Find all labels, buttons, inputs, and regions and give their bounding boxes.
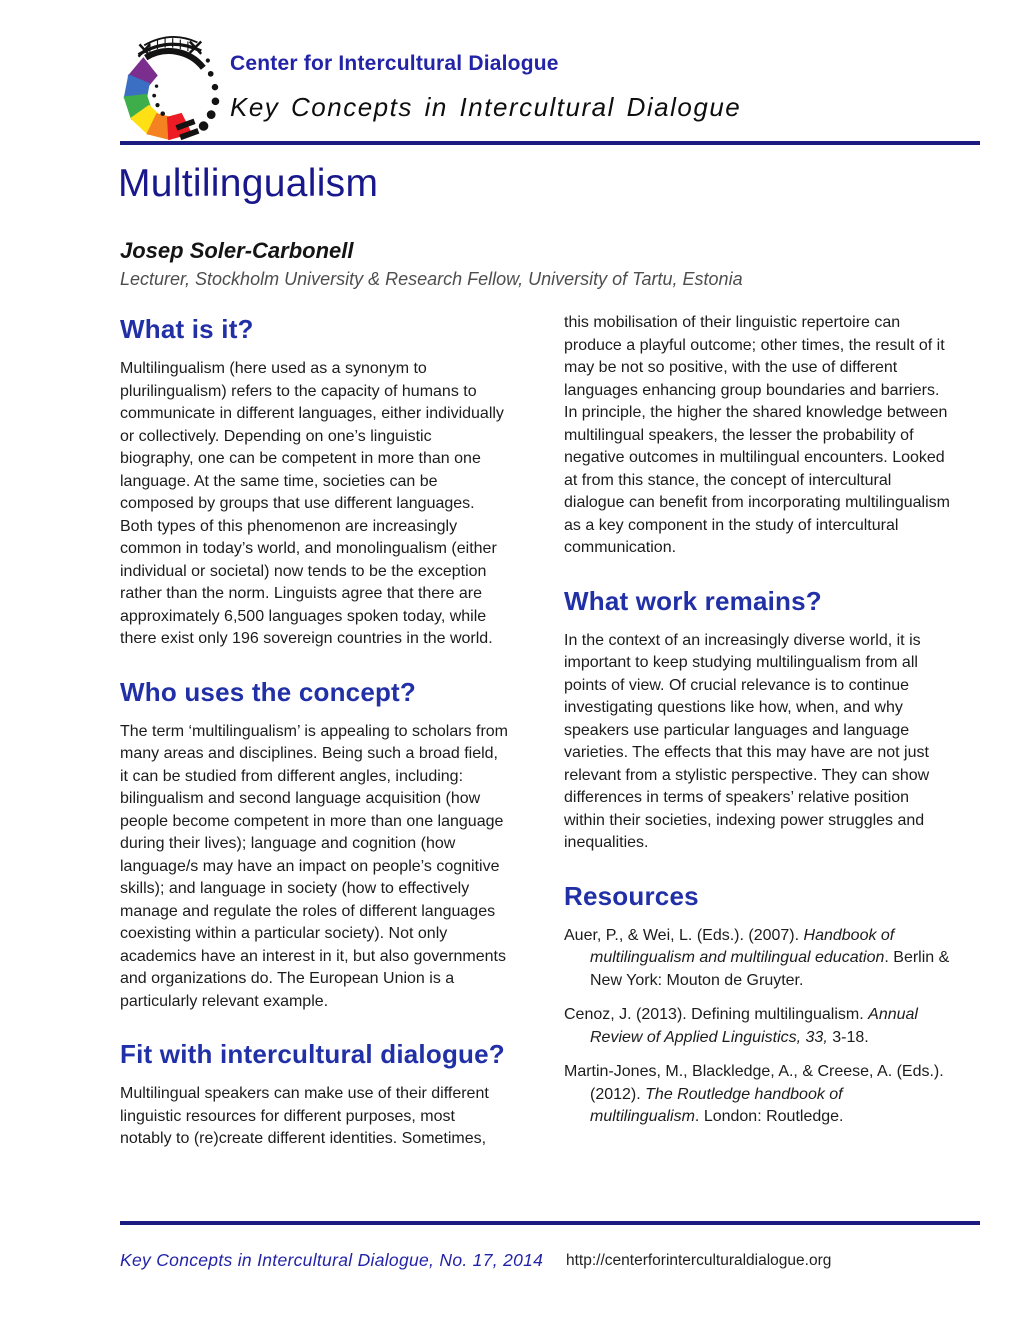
paragraph-who-uses: The term ‘multilingualism’ is appealing to scholars from many areas and disciplines. Being such a broad field, it can be studied from different angles, including: bilingualism and second language acquisition (how people become competent in more than one language during their lives); language and cognition (how language/s may have an impact on people’s cognitive skills); and language in society (how to effectively manage and regulate the roles of different languages coexisting within a particular society). Not only academics have an interest in it, but also governments and organizations do. The European Union is a particularly relevant example. [120, 722, 508, 1010]
series-title: Key Concepts in Intercultural Dialogue [230, 92, 742, 122]
paragraph-fit-continuation: this mobilisation of their linguistic repertoire can produce a playful outcome; other times, the result of it may be not so positive, with the use of different languages enhancing group boundaries and barriers. In principle, the higher the shared knowledge between multilingual speakers, the lesser the probability of negative outcomes in multilingual encounters. Looked at from this stance, the concept of intercultural dialogue can benefit from incorporating multilingualism as a key component in the study of intercultural communication. [564, 314, 950, 556]
section-heading-what-is-it: What is it? [120, 314, 254, 344]
section-heading-fit: Fit with intercultural dialogue? [120, 1039, 505, 1069]
footer-rule [120, 1221, 980, 1225]
author-affiliation: Lecturer, Stockholm University & Research Fellow, University of Tartu, Estonia [120, 269, 743, 289]
cid-logo [110, 32, 224, 146]
header-rule [120, 141, 980, 145]
paragraph-what-is-it: Multilingualism (here used as a synonym to plurilingualism) refers to the capacity of humans to communicate in different languages, either individually or collectively. Depending on one’s linguistic biography, one can be competent in more than one language. At the same time, societies can be composed by groups that use different languages. Both types of this phenomenon are increasingly common in today’s world, and monolingualism (either individual or societal) now tends to be the exception rather than the norm. Linguists agree that there are approximately 6,500 languages spoken today, while there exist only 196 sovereign countries in the world. [120, 360, 504, 647]
right-column [564, 312, 952, 1151]
section-heading-who-uses: Who uses the concept? [120, 676, 417, 707]
author-name: Josep Soler-Carbonell [120, 238, 354, 263]
reference-item: Martin-Jones, M., Blackledge, A., & Creese, A. (Eds.). (2012). The Routledge handbook of multilingualism. London: Routledge. [564, 1063, 944, 1125]
paragraph-fit-left: Multilingual speakers can make use of their different linguistic resources for different purposes, most notably to (re)create different identities. Sometimes, [120, 1085, 489, 1147]
footer-issue-line: Key Concepts in Intercultural Dialogue, No. 17, 2014 [120, 1250, 544, 1270]
article-title: Multilingualism [118, 162, 379, 205]
reference-item: Cenoz, J. (2013). Defining multilingualism. Annual Review of Applied Linguistics, 33, 3-18. [564, 1006, 918, 1046]
reference-item: Auer, P., & Wei, L. (Eds.). (2007). Handbook of multilingualism and multilingual education. Berlin & New York: Mouton de Gruyter. [564, 926, 950, 989]
section-heading-resources: Resources [564, 880, 699, 911]
left-column [120, 312, 508, 1151]
article-body [120, 312, 980, 1151]
paragraph-what-work: In the context of an increasingly diverse world, it is important to keep studying multilingualism from all points of view. Of crucial relevance is to continue investigating questions like how, when, and why speakers use particular languages and language varieties. The effects that this may have are not just relevant from a stylistic perspective. They can show differences in terms of speakers’ relative position within their societies, indexing power struggles and inequalities. [564, 631, 930, 851]
footer-url-link[interactable]: http://centerforinterculturaldialogue.org [566, 1252, 832, 1269]
references-list [564, 925, 952, 1129]
brand-name: Center for Intercultural Dialogue [230, 52, 559, 75]
section-heading-what-work: What work remains? [564, 585, 822, 616]
